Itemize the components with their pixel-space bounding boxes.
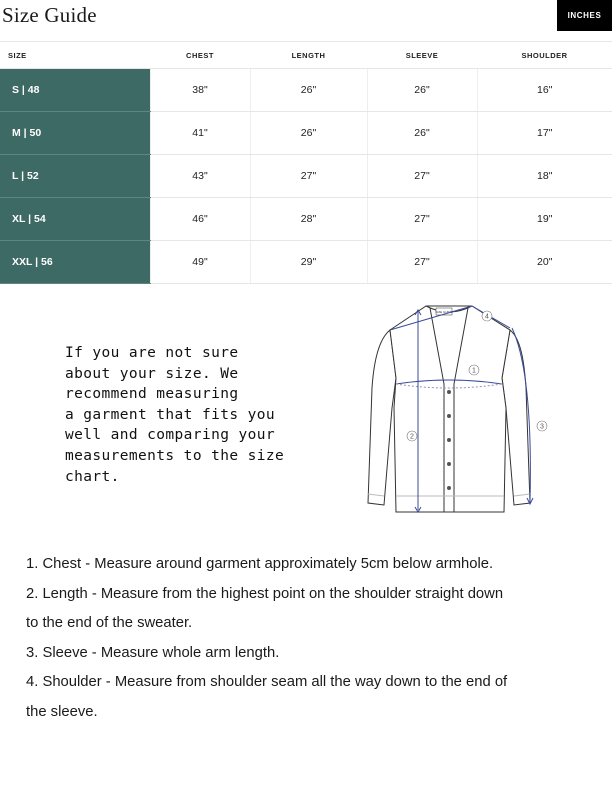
size-cell: M | 50 bbox=[0, 112, 150, 155]
shoulder-cell: 20" bbox=[477, 241, 612, 284]
instruction-line: the sleeve. bbox=[26, 703, 98, 720]
table-row bbox=[0, 112, 612, 155]
shoulder-cell: 17" bbox=[477, 112, 612, 155]
length-cell: 29" bbox=[250, 241, 367, 284]
table-row bbox=[0, 241, 612, 284]
instruction-line: 1. Chest - Measure around garment approximately 5cm below armhole. bbox=[26, 556, 494, 572]
unit-toggle-button[interactable]: INCHES bbox=[557, 0, 612, 31]
cardigan-outline bbox=[368, 306, 530, 512]
intro-line: well and comparing your bbox=[65, 427, 275, 444]
marker-length: 2 bbox=[410, 433, 414, 441]
chest-cell: 38" bbox=[150, 69, 250, 112]
label-tag-text: SIZE GUIDE bbox=[435, 310, 453, 314]
chest-cell: 43" bbox=[150, 155, 250, 198]
size-cell: XXL | 56 bbox=[0, 241, 150, 284]
shoulder-cell: 16" bbox=[477, 69, 612, 112]
length-cell: 28" bbox=[250, 198, 367, 241]
instruction-line: to the end of the sweater. bbox=[26, 615, 193, 632]
cardigan-diagram bbox=[356, 298, 556, 518]
table-row bbox=[0, 198, 612, 241]
table-row bbox=[0, 69, 612, 112]
size-cell: XL | 54 bbox=[0, 198, 150, 241]
intro-line: If you are not sure bbox=[65, 345, 239, 361]
table-header-row bbox=[0, 42, 612, 69]
shoulder-cell: 19" bbox=[477, 198, 612, 241]
column-header-size: SIZE bbox=[0, 42, 150, 69]
intro-line: a garment that fits you bbox=[65, 406, 275, 423]
length-cell: 27" bbox=[250, 155, 367, 198]
length-cell: 26" bbox=[250, 69, 367, 112]
column-header-chest: CHEST bbox=[150, 42, 250, 69]
size-cell: L | 52 bbox=[0, 155, 150, 198]
chest-cell: 41" bbox=[150, 112, 250, 155]
sleeve-cell: 27" bbox=[367, 198, 477, 241]
intro-line: measurements to the size bbox=[65, 447, 285, 464]
chest-cell: 46" bbox=[150, 198, 250, 241]
length-cell: 26" bbox=[250, 112, 367, 155]
table-row bbox=[0, 155, 612, 198]
sleeve-cell: 26" bbox=[367, 112, 477, 155]
sleeve-cell: 26" bbox=[367, 69, 477, 112]
chest-cell: 49" bbox=[150, 241, 250, 284]
instruction-line: 3. Sleeve - Measure whole arm length. bbox=[26, 644, 280, 661]
shoulder-cell: 18" bbox=[477, 155, 612, 198]
column-header-sleeve: SLEEVE bbox=[367, 42, 477, 69]
sleeve-cell: 27" bbox=[367, 155, 477, 198]
sleeve-cell: 27" bbox=[367, 241, 477, 284]
page-title: Size Guide bbox=[2, 3, 97, 27]
instruction-line: 2. Length - Measure from the highest point on the shoulder straight down bbox=[26, 585, 504, 602]
intro-text bbox=[65, 343, 340, 487]
intro-line: recommend measuring bbox=[65, 386, 239, 403]
marker-shoulder: 4 bbox=[485, 313, 489, 321]
size-cell: S | 48 bbox=[0, 69, 150, 112]
column-header-length: LENGTH bbox=[250, 42, 367, 69]
intro-line: chart. bbox=[65, 468, 120, 485]
marker-sleeve: 3 bbox=[540, 423, 544, 431]
intro-line: about your size. We bbox=[65, 365, 239, 382]
instruction-line: 4. Shoulder - Measure from shoulder seam all the way down to the end of bbox=[26, 674, 508, 691]
marker-chest: 1 bbox=[472, 367, 476, 375]
measurement-instructions bbox=[26, 550, 586, 728]
size-table bbox=[0, 41, 612, 284]
column-header-shoulder: SHOULDER bbox=[477, 42, 612, 69]
